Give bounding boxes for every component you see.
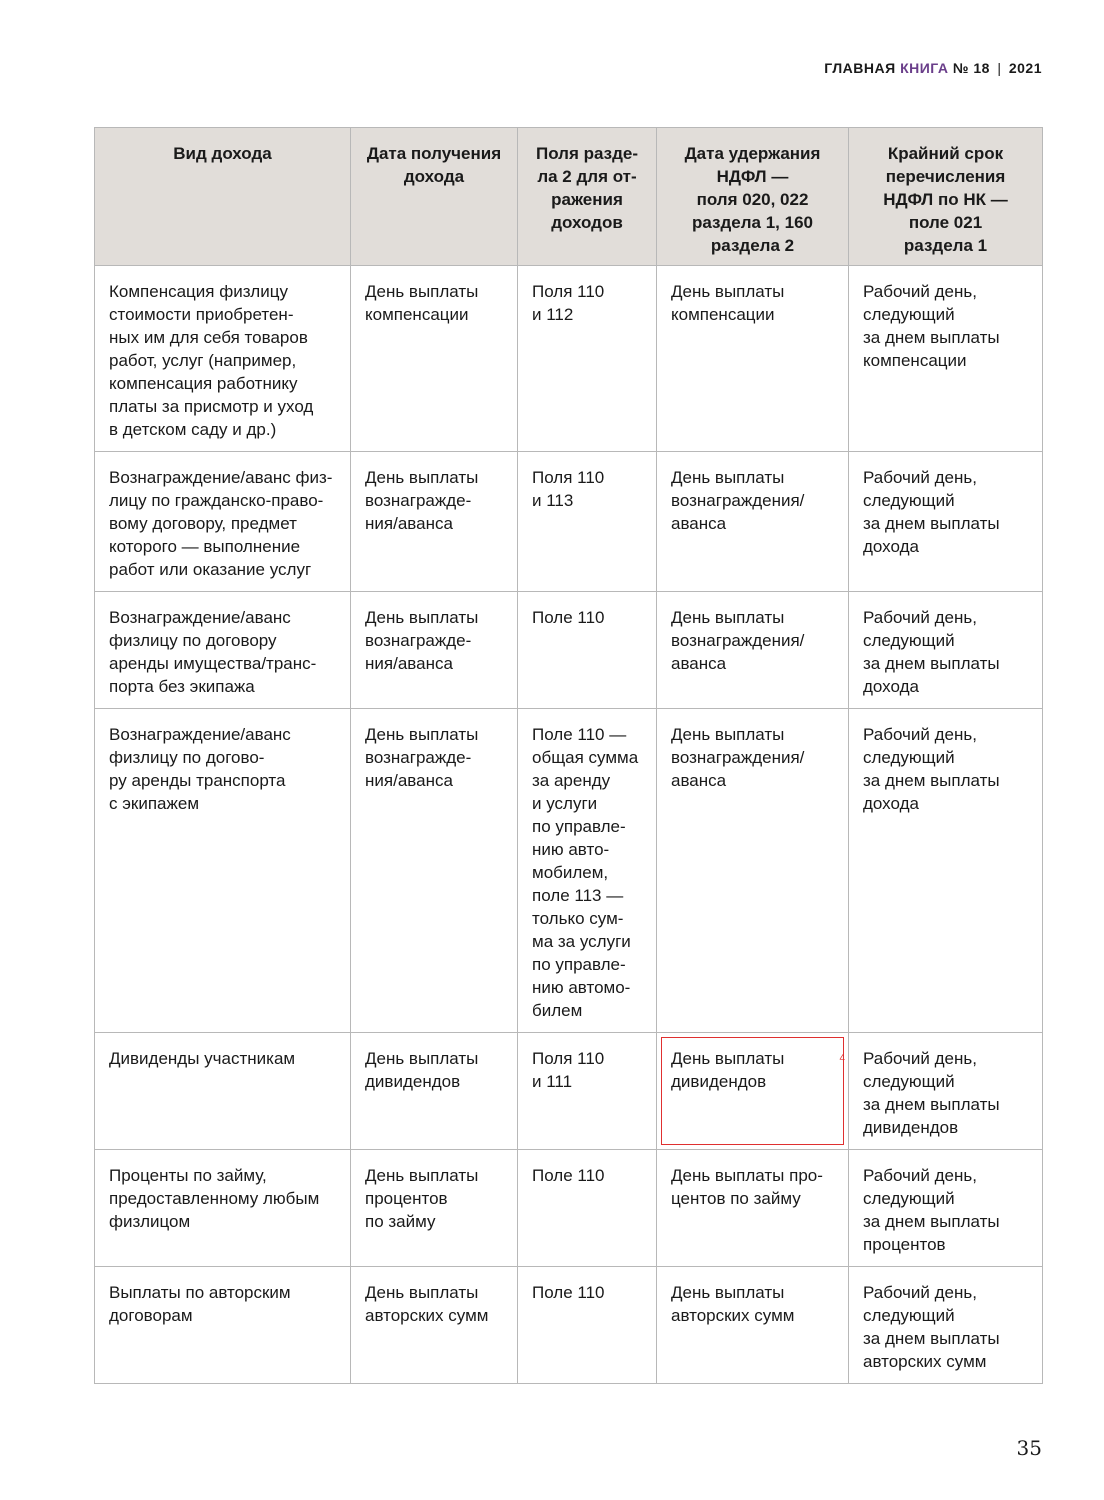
income-tax-table [94,127,1043,1384]
cell-withholding-date: День выплаты компенсации [657,266,849,452]
cell-income-type: Выплаты по авторским договорам [95,1267,351,1384]
column-header-section2-fields: Поля разде- ла 2 для от- ражения доходов [518,128,657,266]
cell-section2-fields: Поле 110 — общая сумма за аренду и услуги по управле- нию авто- мобилем, поле 113 — только сум- ма за услуги по управле- нию автомо- билем [518,709,657,1033]
cell-receipt-date: День выплаты авторских сумм [351,1267,518,1384]
cell-receipt-date: День выплаты процентов по займу [351,1150,518,1267]
cell-transfer-deadline: Рабочий день, следующий за днем выплаты дивидендов [849,1033,1043,1150]
brand-name: ГЛАВНАЯ [824,60,896,76]
issue-number: № 18 [952,60,990,76]
column-header-withholding-date: Дата удержания НДФЛ — поля 020, 022 раздела 1, 160 раздела 2 [657,128,849,266]
cell-receipt-date: День выплаты вознагражде- ния/аванса [351,452,518,592]
cell-income-type: Вознаграждение/аванс физ- лицу по гражданско-право- вому договору, предмет которого — выполнение работ или оказание услуг [95,452,351,592]
cell-withholding-date: День выплаты про- центов по займу [657,1150,849,1267]
cell-income-type: Проценты по займу, предоставленному любым физлицом [95,1150,351,1267]
header-separator: | [997,60,1002,76]
cell-withholding-date: День выплаты вознаграждения/ аванса [657,592,849,709]
cell-receipt-date: День выплаты вознагражде- ния/аванса [351,592,518,709]
column-header-income-type: Вид дохода [95,128,351,266]
highlight-marker: 4 [839,1053,845,1064]
cell-withholding-date: День выплаты вознаграждения/ аванса [657,709,849,1033]
table-row [95,1150,1043,1267]
cell-receipt-date: День выплаты дивидендов [351,1033,518,1150]
page-number: 35 [1016,1436,1042,1460]
cell-transfer-deadline: Рабочий день, следующий за днем выплаты дохода [849,452,1043,592]
running-head [824,60,1042,76]
cell-income-type: Вознаграждение/аванс физлицу по договору аренды имущества/транс- порта без экипажа [95,592,351,709]
table-row [95,1267,1043,1384]
cell-receipt-date: День выплаты вознагражде- ния/аванса [351,709,518,1033]
cell-receipt-date: День выплаты компенсации [351,266,518,452]
cell-transfer-deadline: Рабочий день, следующий за днем выплаты дохода [849,592,1043,709]
cell-transfer-deadline: Рабочий день, следующий за днем выплаты авторских сумм [849,1267,1043,1384]
brand-accent: КНИГА [900,60,949,76]
column-header-receipt-date: Дата получения дохода [351,128,518,266]
cell-section2-fields: Поля 110 и 111 [518,1033,657,1150]
issue-year: 2021 [1008,60,1042,76]
cell-section2-fields: Поля 110 и 112 [518,266,657,452]
table-row [95,1033,1043,1150]
table-row [95,452,1043,592]
table-row [95,266,1043,452]
cell-section2-fields: Поле 110 [518,592,657,709]
cell-section2-fields: Поле 110 [518,1267,657,1384]
cell-withholding-date: День выплаты авторских сумм [657,1267,849,1384]
column-header-transfer-deadline: Крайний срок перечисления НДФЛ по НК — поле 021 раздела 1 [849,128,1043,266]
table-header-row [95,128,1043,266]
cell-withholding-date: День выплаты вознаграждения/ аванса [657,452,849,592]
cell-transfer-deadline: Рабочий день, следующий за днем выплаты компенсации [849,266,1043,452]
cell-income-type: Вознаграждение/аванс физлицу по догово- ру аренды транспорта с экипажем [95,709,351,1033]
table-row [95,592,1043,709]
table-row [95,709,1043,1033]
cell-transfer-deadline: Рабочий день, следующий за днем выплаты дохода [849,709,1043,1033]
cell-income-type: Компенсация физлицу стоимости приобретен- ных им для себя товаров работ, услуг (например, компенсация работнику платы за присмотр и уход в детском саду и др.) [95,266,351,452]
cell-transfer-deadline: Рабочий день, следующий за днем выплаты процентов [849,1150,1043,1267]
cell-section2-fields: Поле 110 [518,1150,657,1267]
cell-section2-fields: Поля 110 и 113 [518,452,657,592]
cell-withholding-date-highlighted: День выплаты дивидендов 4 [657,1033,849,1150]
cell-income-type: Дивиденды участникам [95,1033,351,1150]
